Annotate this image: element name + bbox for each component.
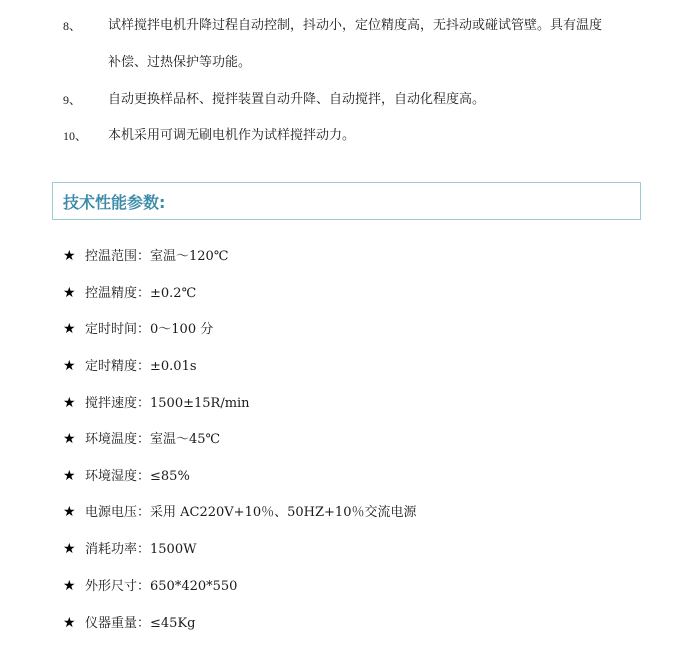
- section-title: 技术性能参数:: [63, 193, 166, 212]
- star-icon: ★: [63, 285, 76, 301]
- spec-label: 消耗功率：: [85, 542, 151, 557]
- feature-text: 补偿、过热保护等功能。: [108, 55, 252, 70]
- feature-text: 试样搅拌电机升降过程自动控制，抖动小，定位精度高，无抖动或碰试管壁。具有温度: [108, 18, 603, 33]
- star-icon: ★: [63, 395, 76, 411]
- spec-row: [63, 247, 228, 266]
- section-heading-box: [52, 182, 641, 220]
- spec-row: [63, 503, 416, 522]
- star-icon: ★: [63, 321, 76, 337]
- spec-value: 1500W: [150, 542, 197, 557]
- star-icon: ★: [63, 468, 76, 484]
- spec-label: 定时时间：: [85, 322, 151, 337]
- spec-label: 环境湿度：: [85, 469, 151, 484]
- spec-label: 控温精度：: [85, 286, 151, 301]
- spec-row: [63, 540, 196, 559]
- spec-row: [63, 284, 196, 303]
- spec-value: ≤85%: [150, 469, 190, 484]
- star-icon: ★: [63, 358, 76, 374]
- spec-value: 650*420*550: [150, 579, 238, 594]
- star-icon: ★: [63, 615, 76, 631]
- spec-value: 0～100 分: [150, 322, 214, 337]
- spec-value: ±0.01s: [150, 359, 197, 374]
- spec-value: 室温～120℃: [150, 249, 229, 264]
- spec-label: 定时精度：: [85, 359, 151, 374]
- star-icon: ★: [63, 541, 76, 557]
- spec-value: ≤45Kg: [150, 616, 196, 631]
- star-icon: ★: [63, 248, 76, 264]
- star-icon: ★: [63, 504, 76, 520]
- spec-label: 控温范围：: [85, 249, 151, 264]
- spec-row: [63, 577, 237, 596]
- feature-text: 本机采用可调无刷电机作为试样搅拌动力。: [108, 128, 356, 143]
- spec-row: [63, 394, 250, 413]
- spec-value: 1500±15R/min: [150, 396, 250, 411]
- spec-label: 电源电压：: [85, 505, 151, 520]
- spec-value: 采用 AC220V+10％、50HZ+10％交流电源: [150, 505, 417, 520]
- star-icon: ★: [63, 431, 76, 447]
- feature-number: 8、: [63, 19, 82, 33]
- feature-text: 自动更换样品杯、搅拌装置自动升降、自动搅拌，自动化程度高。: [108, 92, 486, 107]
- spec-value: ±0.2℃: [150, 286, 197, 301]
- spec-row: [63, 357, 197, 376]
- spec-row: [63, 320, 213, 339]
- feature-number: 9、: [63, 93, 82, 107]
- spec-row: [63, 430, 220, 449]
- spec-row: [63, 614, 195, 633]
- star-icon: ★: [63, 578, 76, 594]
- spec-value: 室温～45℃: [150, 432, 221, 447]
- spec-row: [63, 467, 190, 486]
- spec-label: 搅拌速度：: [85, 396, 151, 411]
- spec-label: 仪器重量：: [85, 616, 151, 631]
- spec-label: 外形尺寸：: [85, 579, 151, 594]
- spec-label: 环境温度：: [85, 432, 151, 447]
- feature-number: 10、: [63, 129, 88, 143]
